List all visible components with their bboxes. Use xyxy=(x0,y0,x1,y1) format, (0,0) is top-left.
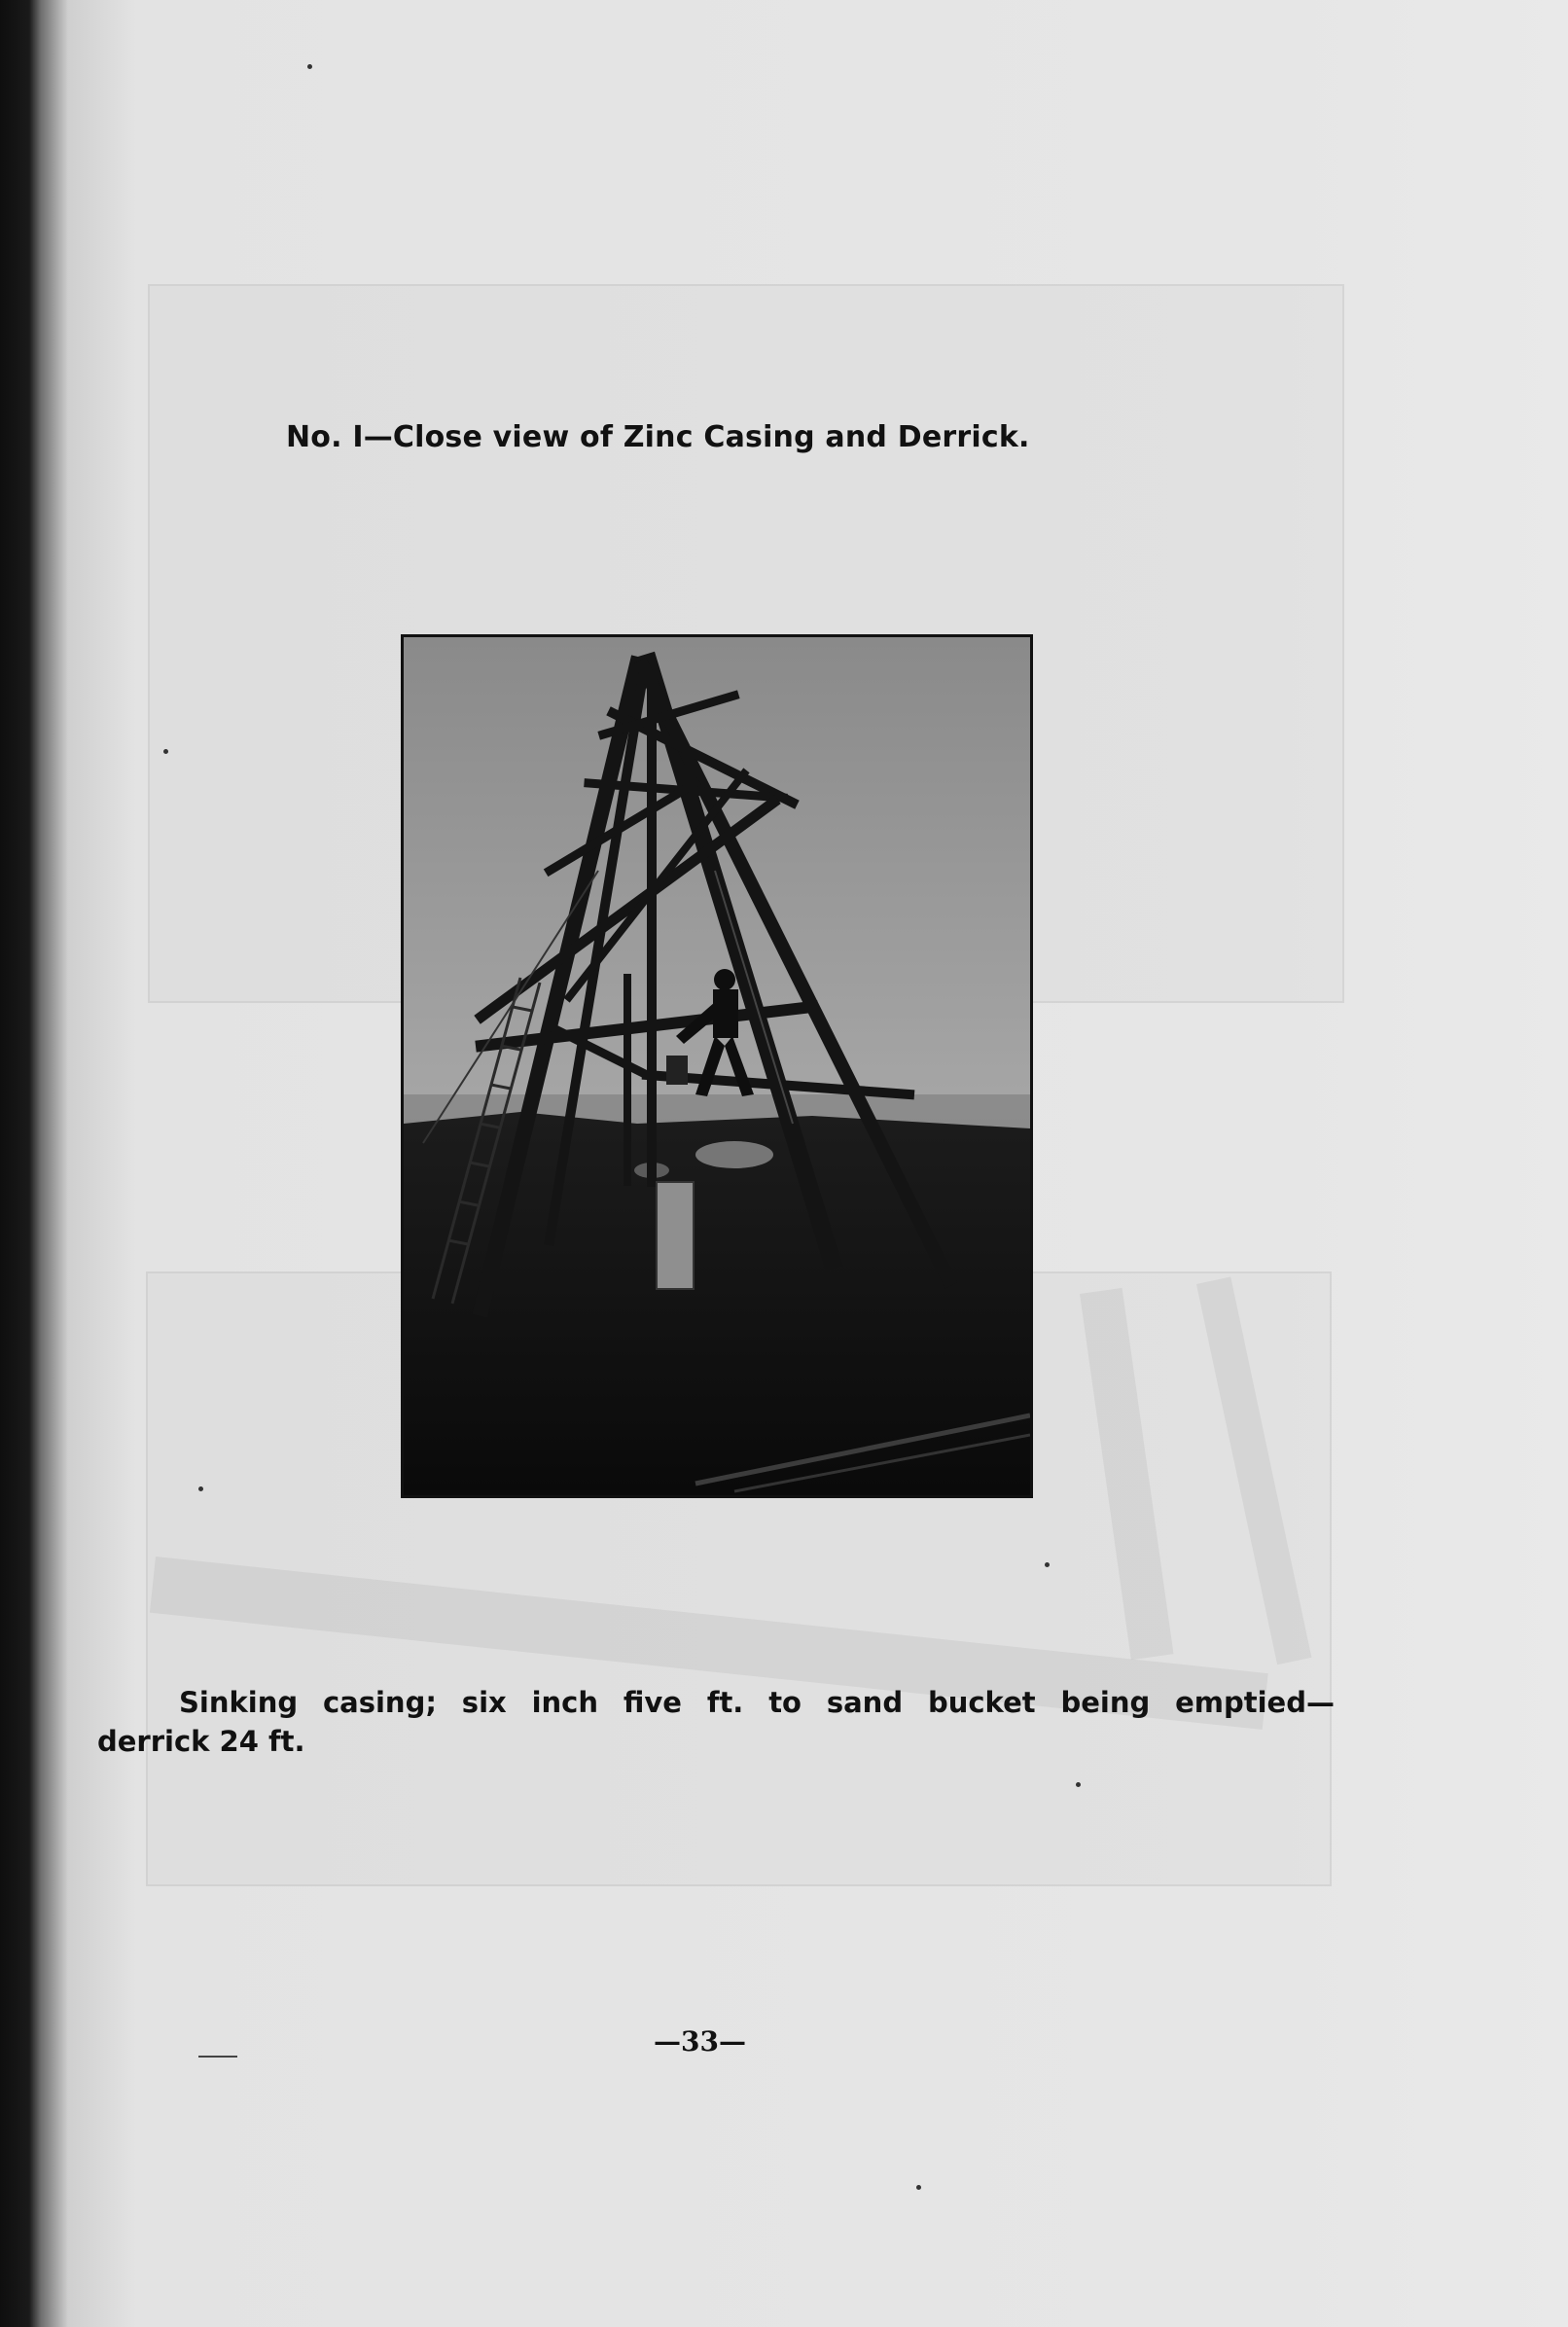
page-number: —33— xyxy=(654,2025,746,2058)
derrick-photo-illustration xyxy=(404,637,1030,1495)
dust-speck xyxy=(1076,1782,1081,1787)
zinc-casing xyxy=(657,1182,694,1289)
caption-line-1: Sinking casing; six inch five ft. to sand bucket being emptied— xyxy=(179,1686,1335,1719)
figure-caption-bottom xyxy=(97,1683,1338,1761)
stray-dash-mark xyxy=(198,2056,237,2058)
caption-line-2: derrick 24 ft. xyxy=(97,1725,305,1758)
dust-speck xyxy=(1045,1562,1050,1567)
photo-ground xyxy=(404,1112,1030,1495)
figure-caption-top: No. I—Close view of Zinc Casing and Derrick. xyxy=(286,420,1030,454)
dust-speck xyxy=(198,1486,203,1491)
dust-speck xyxy=(307,64,312,69)
dust-speck xyxy=(916,2185,921,2190)
derrick-photograph xyxy=(401,634,1033,1498)
dust-speck xyxy=(163,749,168,754)
